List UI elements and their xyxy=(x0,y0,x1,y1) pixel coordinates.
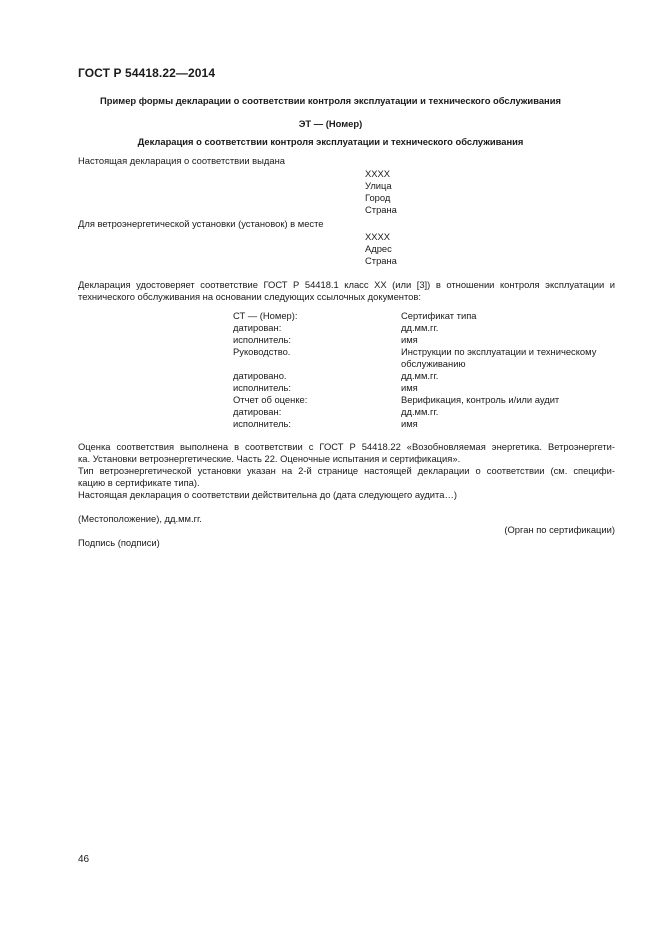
standard-header: ГОСТ Р 54418.22—2014 xyxy=(78,66,216,80)
ref-label: датирован: xyxy=(233,406,282,417)
paragraph-line: технического обслуживания на основании следующих ссылочных документов: xyxy=(78,291,421,302)
location-label: Для ветроэнергетической установки (установок) в месте xyxy=(78,218,324,229)
paragraph-line: Оценка соответствия выполнена в соответствии с ГОСТ Р 54418.22 «Возобновляемая энергетика. Ветроэнергети- xyxy=(78,441,615,452)
paragraph-line: ка. Установки ветроэнергетические. Часть 22. Оценочные испытания и сертификация». xyxy=(78,453,461,464)
ref-label: Руководство. xyxy=(233,346,291,357)
location-line: XXXX xyxy=(365,231,391,242)
certifies-paragraph xyxy=(78,279,615,303)
location-line: Страна xyxy=(365,255,397,266)
issued-label: Настоящая декларация о соответствии выдана xyxy=(78,155,285,166)
example-title: Пример формы декларации о соответствии контроля эксплуатации и технического обслуживания xyxy=(100,95,561,106)
ref-value: Сертификат типа xyxy=(401,310,477,321)
ref-value: дд.мм.гг. xyxy=(401,370,439,381)
assessment-paragraph xyxy=(78,441,615,465)
ref-value: дд.мм.гг. xyxy=(401,322,439,333)
ref-value: имя xyxy=(401,382,418,393)
ref-value: обслуживанию xyxy=(401,358,466,369)
certification-body: (Орган по сертификации) xyxy=(504,524,615,535)
ref-label: исполнитель: xyxy=(233,334,291,345)
ref-label: датирован: xyxy=(233,322,282,333)
issued-line: Страна xyxy=(365,204,397,215)
location-line: Адрес xyxy=(365,243,392,254)
place-date: (Местоположение), дд.мм.гг. xyxy=(78,513,202,524)
ref-label: исполнитель: xyxy=(233,382,291,393)
paragraph-line: Декларация удостоверяет соответствие ГОСТ Р 54418.1 класс XX (или [3]) в отношении контроля эксплуатации и xyxy=(78,279,615,290)
ref-label: датировано. xyxy=(233,370,287,381)
ref-value: Верификация, контроль и/или аудит xyxy=(401,394,560,405)
ref-label: Отчет об оценке: xyxy=(233,394,308,405)
paragraph-line: кацию в сертификате типа). xyxy=(78,477,200,488)
declaration-title: Декларация о соответствии контроля эксплуатации и технического обслуживания xyxy=(137,136,524,147)
page-number: 46 xyxy=(78,854,90,865)
ref-value: имя xyxy=(401,334,418,345)
ref-label: СТ — (Номер): xyxy=(233,310,298,321)
signature-line: Подпись (подписи) xyxy=(78,537,160,548)
ref-label: исполнитель: xyxy=(233,418,291,429)
ref-value: имя xyxy=(401,418,418,429)
issued-line: XXXX xyxy=(365,168,391,179)
issued-line: Улица xyxy=(365,180,392,191)
type-paragraph xyxy=(78,465,615,489)
paragraph-line: Тип ветроэнергетической установки указан на 2-й странице настоящей декларации о соответствии (см. специфи- xyxy=(78,465,615,476)
number-line: ЭТ — (Номер) xyxy=(298,118,363,129)
ref-value: Инструкции по эксплуатации и техническому xyxy=(401,346,597,357)
validity-line: Настоящая декларация о соответствии действительна до (дата следующего аудита…) xyxy=(78,489,457,500)
ref-value: дд.мм.гг. xyxy=(401,406,439,417)
issued-line: Город xyxy=(365,192,391,203)
